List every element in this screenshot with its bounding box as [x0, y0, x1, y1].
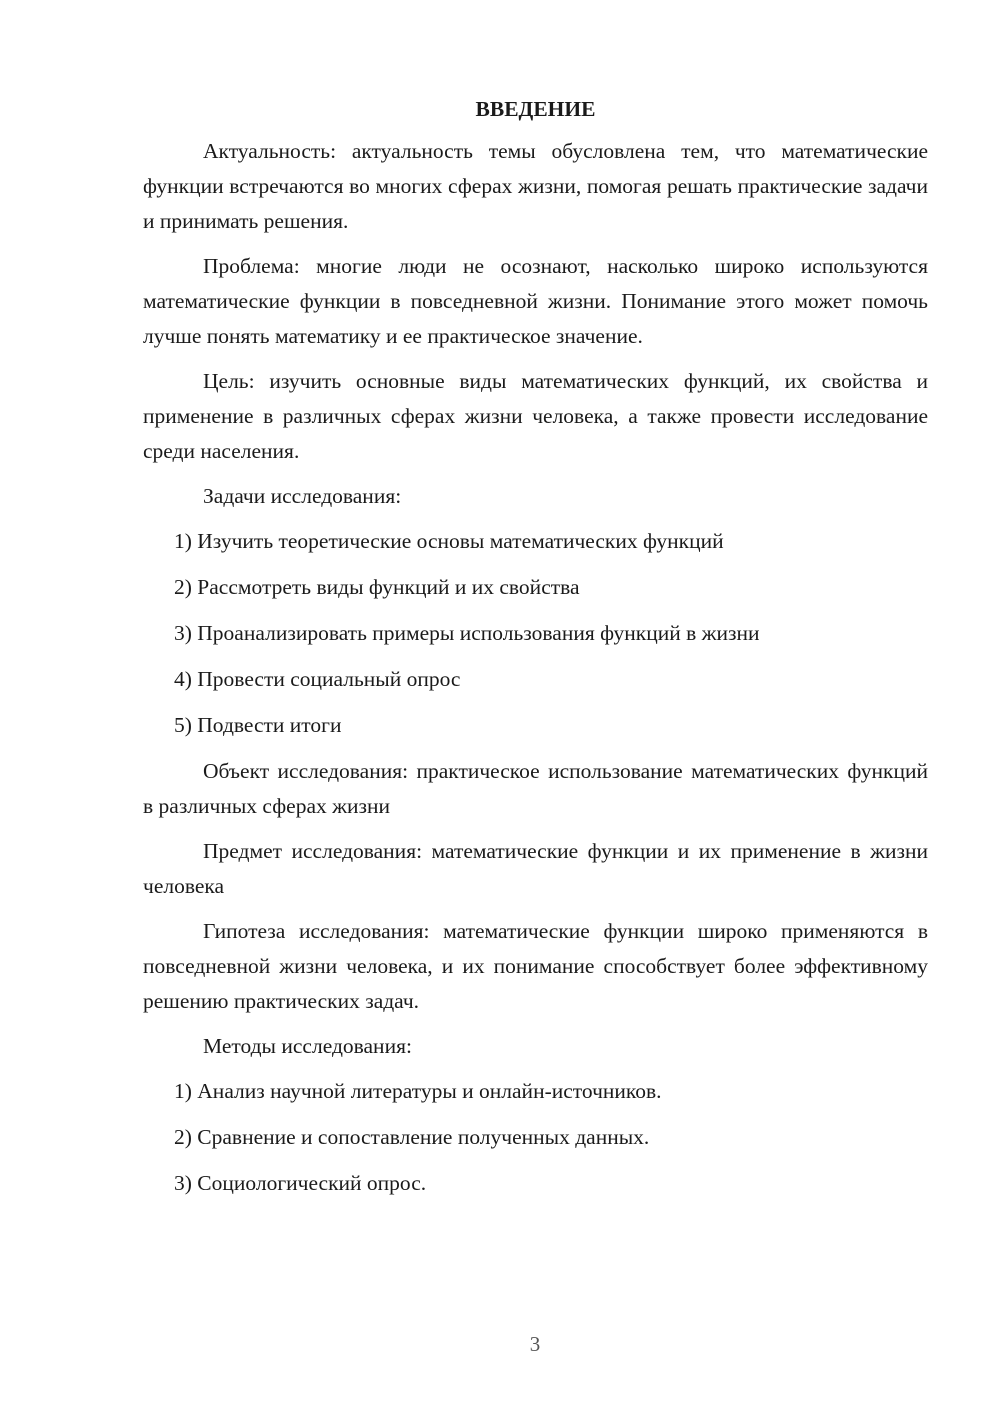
paragraph-goal: Цель: изучить основные виды математических функций, их свойства и применение в различных сферах жизни человека, а также провести исследование среди населения.	[143, 369, 928, 463]
list-item: 5) Подвести итоги	[174, 713, 342, 737]
methods-list	[143, 1074, 928, 1201]
list-item: 1) Анализ научной литературы и онлайн-источников.	[174, 1079, 662, 1103]
methods-heading: Методы исследования:	[203, 1034, 412, 1058]
list-item: 4) Провести социальный опрос	[174, 667, 461, 691]
paragraph-object: Объект исследования: практическое использование математических функций в различных сферах жизни	[143, 759, 928, 818]
paragraph-relevance: Актуальность: актуальность темы обусловлена тем, что математические функции встречаются во многих сферах жизни, помогая решать практические задачи и принимать решения.	[143, 139, 928, 233]
document-page	[143, 94, 928, 1212]
paragraph-problem: Проблема: многие люди не осознают, насколько широко используются математические функции в повседневной жизни. Понимание этого может помочь лучше понять математику и ее практическое значение.	[143, 254, 928, 348]
page-number: 3	[529, 1332, 541, 1356]
page-title: ВВЕДЕНИЕ	[475, 97, 596, 121]
list-item: 2) Рассмотреть виды функций и их свойства	[174, 575, 580, 599]
paragraph-hypothesis: Гипотеза исследования: математические функции широко применяются в повседневной жизни человека, и их понимание способствует более эффективному решению практических задач.	[143, 919, 928, 1013]
list-item: 1) Изучить теоретические основы математических функций	[174, 529, 724, 553]
tasks-list	[143, 524, 928, 743]
tasks-heading: Задачи исследования:	[203, 484, 402, 508]
list-item: 3) Проанализировать примеры использования функций в жизни	[174, 621, 760, 645]
paragraph-subject: Предмет исследования: математические функции и их применение в жизни человека	[143, 839, 928, 898]
list-item: 3) Социологический опрос.	[174, 1171, 427, 1195]
list-item: 2) Сравнение и сопоставление полученных данных.	[174, 1125, 650, 1149]
